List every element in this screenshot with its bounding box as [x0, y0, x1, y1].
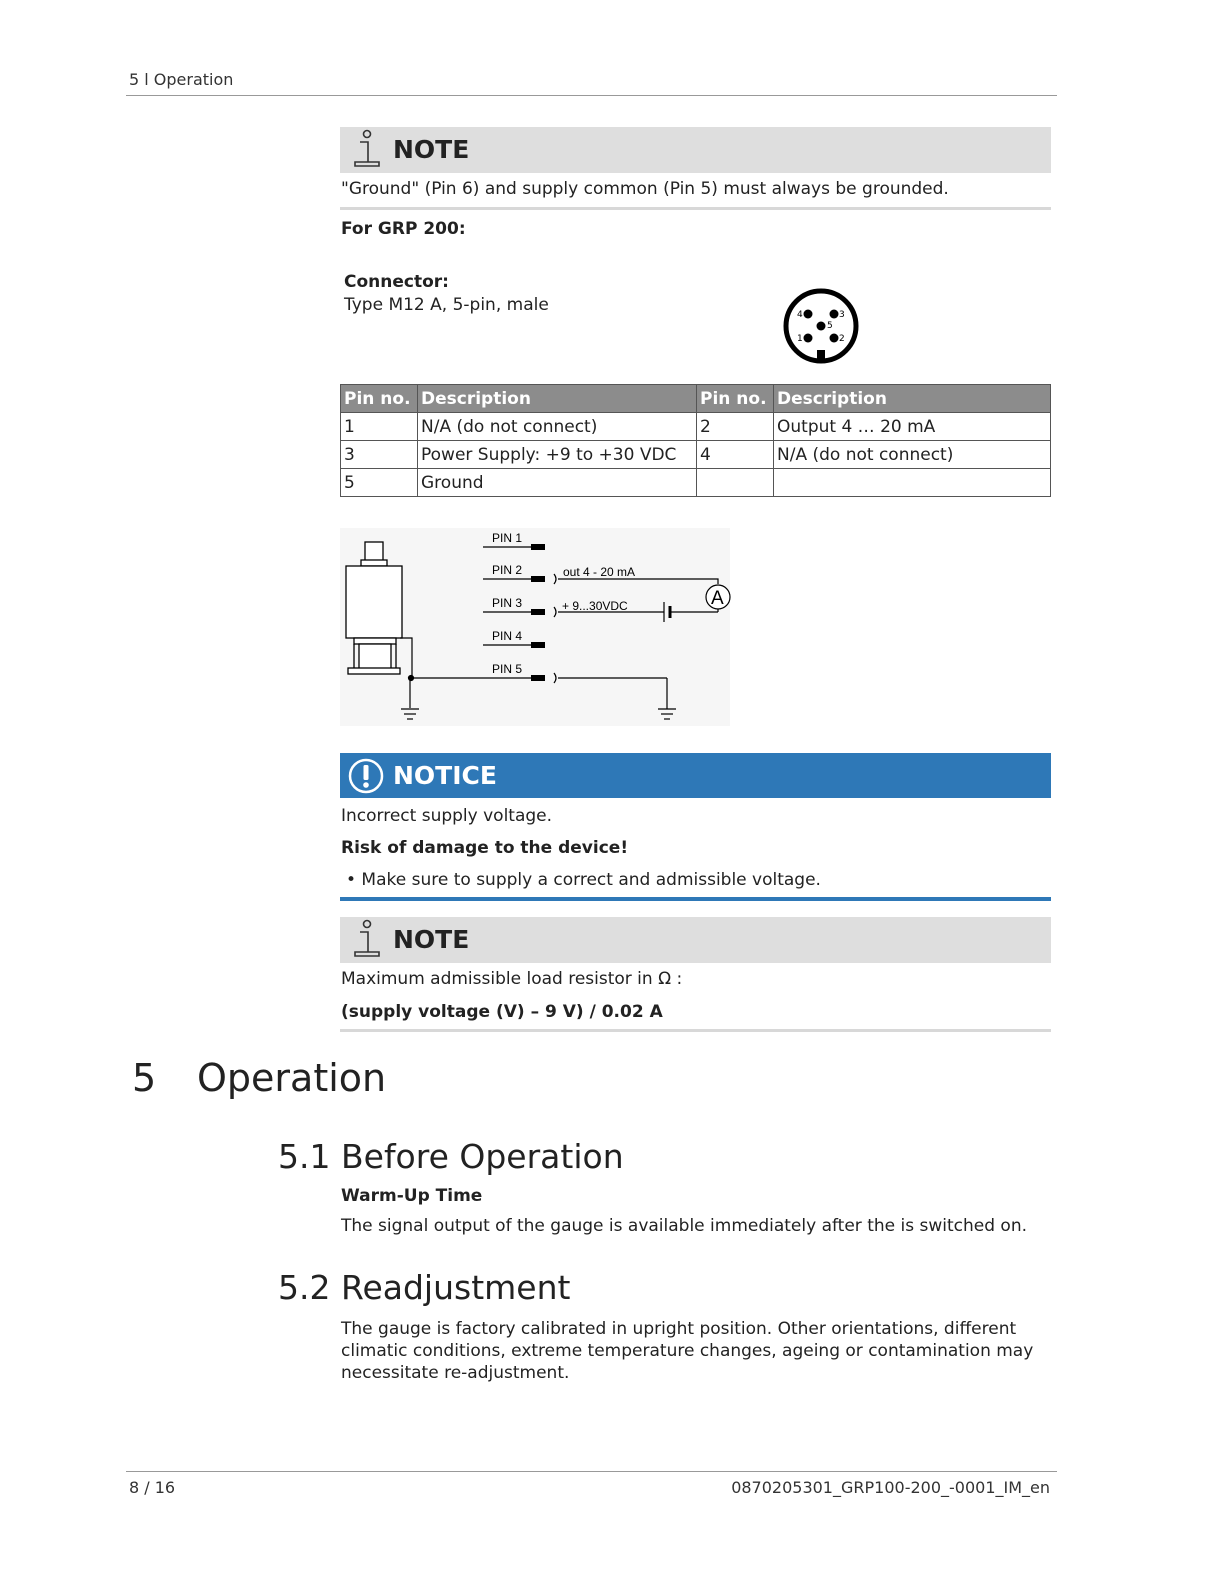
document-id: 0870205301_GRP100-200_-0001_IM_en: [731, 1478, 1050, 1497]
note-text: Maximum admissible load resistor in Ω :: [341, 969, 683, 989]
table-row: [341, 413, 1051, 441]
info-icon: [352, 129, 382, 169]
paragraph: The gauge is factory calibrated in upright position. Other orientations, different climatic conditions, extreme temperature changes, ageing or contamination may necessitate re-adjustment.: [341, 1319, 1034, 1383]
table-cell: [697, 469, 774, 497]
table-header-row: [341, 385, 1051, 413]
table-cell: 4: [697, 441, 774, 469]
pin-label: 3: [839, 310, 845, 320]
note-text: "Ground" (Pin 6) and supply common (Pin 5) must always be grounded.: [341, 179, 949, 199]
footer-rule: [126, 1471, 1057, 1472]
subheading: Warm-Up Time: [341, 1186, 483, 1206]
note-end-rule: [340, 1029, 1051, 1032]
table-row: [341, 469, 1051, 497]
pin-label: PIN 4: [492, 629, 523, 643]
table-row: [341, 441, 1051, 469]
section-number: 5: [132, 1056, 157, 1100]
running-header: 5 l Operation: [129, 70, 234, 89]
pin-label: PIN 2: [492, 563, 523, 577]
output-label: out 4 - 20 mA: [563, 565, 636, 579]
header-rule: [126, 95, 1057, 96]
table-cell: Power Supply: +9 to +30 VDC: [418, 441, 697, 469]
info-icon: [352, 919, 382, 959]
notice-banner: [340, 753, 1051, 798]
ammeter-symbol: A: [711, 588, 724, 609]
subsection-number: 5.1: [278, 1137, 331, 1176]
pin-label: PIN 3: [492, 596, 523, 610]
column-header: Description: [774, 385, 1051, 413]
pin-label: PIN 5: [492, 662, 523, 676]
paragraph: The signal output of the gauge is available immediately after the is switched on.: [341, 1216, 1027, 1236]
exclamation-icon: [348, 758, 384, 794]
column-header: Pin no.: [341, 385, 418, 413]
table-cell: 2: [697, 413, 774, 441]
table-cell: 5: [341, 469, 418, 497]
connector-pinout-diagram: [781, 286, 861, 366]
notice-end-rule: [340, 897, 1051, 901]
table-cell: N/A (do not connect): [418, 413, 697, 441]
table-cell: 1: [341, 413, 418, 441]
pin-label: 4: [797, 310, 803, 320]
note-title: NOTE: [393, 925, 470, 954]
column-header: Pin no.: [697, 385, 774, 413]
table-cell: 3: [341, 441, 418, 469]
pin-label: PIN 1: [492, 531, 523, 545]
note-formula: (supply voltage (V) – 9 V) / 0.02 A: [341, 1002, 663, 1022]
table-cell: N/A (do not connect): [774, 441, 1051, 469]
pin-label: 5: [827, 321, 833, 331]
table-cell: Ground: [418, 469, 697, 497]
note-banner: [340, 917, 1051, 963]
grp200-heading: For GRP 200:: [341, 219, 466, 239]
notice-bullet: • Make sure to supply a correct and admissible voltage.: [346, 870, 821, 890]
pin-label: 1: [797, 334, 803, 344]
connector-type: Type M12 A, 5-pin, male: [344, 295, 549, 315]
notice-text: Incorrect supply voltage.: [341, 806, 553, 826]
pin-label: 2: [839, 334, 845, 344]
notice-risk: Risk of damage to the device!: [341, 838, 629, 858]
page-number: 8 / 16: [129, 1478, 176, 1497]
note-title: NOTE: [393, 135, 470, 164]
connector-label: Connector:: [344, 272, 449, 292]
note-end-rule: [340, 207, 1051, 210]
pin-assignment-table: [340, 384, 1051, 497]
wiring-diagram: [340, 528, 740, 726]
subsection-title: Before Operation: [341, 1137, 624, 1176]
table-cell: Output 4 … 20 mA: [774, 413, 1051, 441]
section-title: Operation: [197, 1056, 387, 1100]
notice-title: NOTICE: [393, 761, 497, 790]
table-cell: [774, 469, 1051, 497]
column-header: Description: [418, 385, 697, 413]
subsection-number: 5.2: [278, 1268, 331, 1307]
note-banner: [340, 127, 1051, 173]
subsection-title: Readjustment: [341, 1268, 571, 1307]
supply-label: + 9...30VDC: [562, 599, 628, 613]
